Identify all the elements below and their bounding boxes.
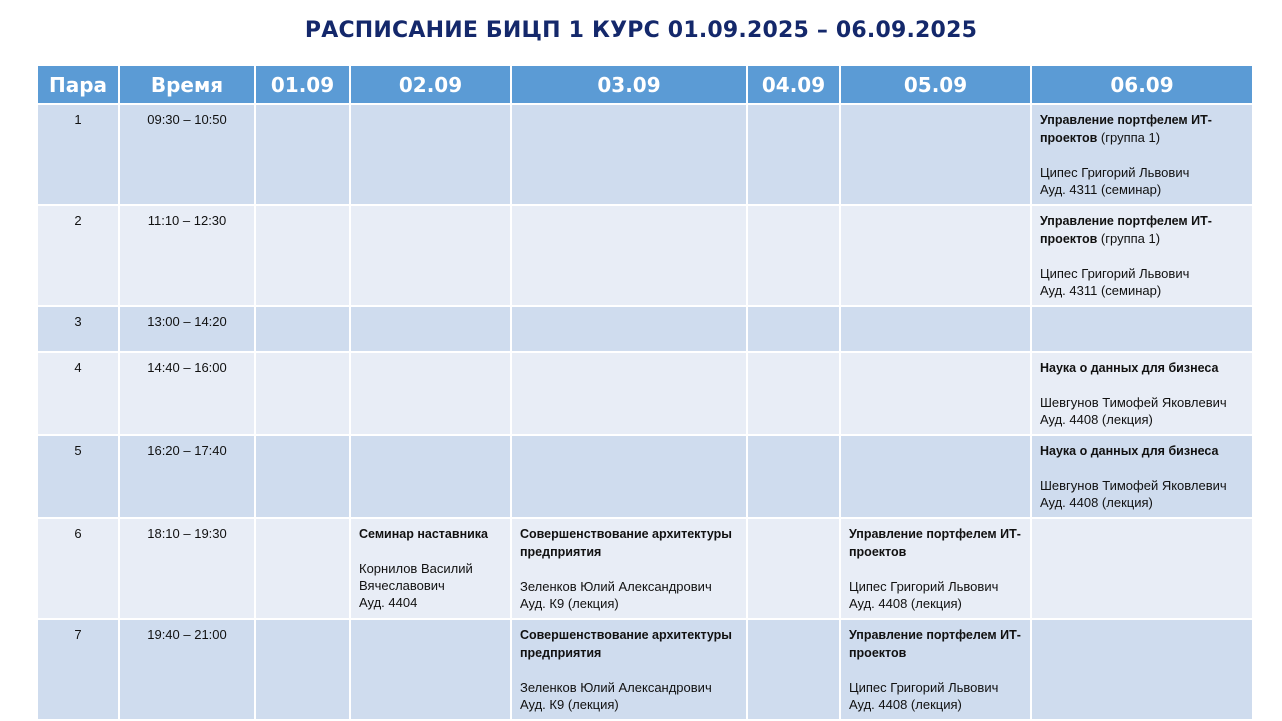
class-cell xyxy=(1031,205,1253,306)
empty-cell xyxy=(747,205,840,306)
class-teacher: Шевгунов Тимофей Яковлевич xyxy=(1040,395,1227,410)
class-cell xyxy=(1031,104,1253,205)
class-subject-line xyxy=(1040,111,1244,147)
empty-cell xyxy=(511,352,747,435)
empty-cell xyxy=(255,619,350,720)
pair-time: 13:00 – 14:20 xyxy=(119,306,255,352)
pair-time: 19:40 – 21:00 xyxy=(119,619,255,720)
class-group: (группа 1) xyxy=(1097,231,1161,246)
column-header-time: Время xyxy=(119,65,255,104)
class-room: Ауд. 4408 (лекция) xyxy=(849,596,962,611)
class-room: Ауд. 4311 (семинар) xyxy=(1040,283,1162,298)
header-row xyxy=(37,65,1253,104)
class-room: Ауд. 4408 (лекция) xyxy=(1040,495,1153,510)
class-subject: Управление портфелем ИТ-проектов xyxy=(849,527,1021,559)
column-header-para: Пара xyxy=(37,65,119,104)
empty-cell xyxy=(747,518,840,619)
pair-time: 09:30 – 10:50 xyxy=(119,104,255,205)
class-subject: Наука о данных для бизнеса xyxy=(1040,444,1219,458)
column-header-day: 06.09 xyxy=(1031,65,1253,104)
empty-cell xyxy=(747,306,840,352)
class-cell xyxy=(511,619,747,720)
empty-cell xyxy=(511,104,747,205)
class-teacher: Ципес Григорий Львович xyxy=(1040,165,1190,180)
class-room: Ауд. К9 (лекция) xyxy=(520,596,619,611)
spacer xyxy=(849,662,1022,679)
table-row xyxy=(37,435,1253,518)
class-subject: Наука о данных для бизнеса xyxy=(1040,361,1219,375)
spacer xyxy=(1040,248,1244,265)
column-header-day: 04.09 xyxy=(747,65,840,104)
class-subject: Совершенствование архитектуры предприятия xyxy=(520,628,732,660)
pair-number: 5 xyxy=(37,435,119,518)
spacer xyxy=(1040,147,1244,164)
pair-number: 4 xyxy=(37,352,119,435)
table-row xyxy=(37,518,1253,619)
empty-cell xyxy=(747,352,840,435)
class-room: Ауд. 4311 (семинар) xyxy=(1040,182,1162,197)
empty-cell xyxy=(1031,619,1253,720)
table-row xyxy=(37,352,1253,435)
spacer xyxy=(1040,377,1244,394)
pair-number: 3 xyxy=(37,306,119,352)
column-header-day: 01.09 xyxy=(255,65,350,104)
class-subject: Семинар наставника xyxy=(359,527,489,541)
empty-cell xyxy=(255,205,350,306)
class-subject-line xyxy=(849,525,1022,561)
class-group: (группа 1) xyxy=(1097,130,1161,145)
class-teacher: Зеленков Юлий Александрович xyxy=(520,680,712,695)
table-row xyxy=(37,306,1253,352)
schedule-table xyxy=(36,64,1254,721)
class-teacher: Корнилов Василий Вячеславович xyxy=(359,561,473,593)
empty-cell xyxy=(1031,518,1253,619)
empty-cell xyxy=(350,306,511,352)
empty-cell xyxy=(840,104,1031,205)
class-room: Ауд. 4408 (лекция) xyxy=(849,697,962,712)
spacer xyxy=(520,662,738,679)
class-cell xyxy=(1031,352,1253,435)
class-subject-line xyxy=(520,525,738,561)
pair-time: 14:40 – 16:00 xyxy=(119,352,255,435)
table-row xyxy=(37,619,1253,720)
empty-cell xyxy=(350,352,511,435)
class-subject-line xyxy=(1040,212,1244,248)
spacer xyxy=(520,561,738,578)
column-header-day: 03.09 xyxy=(511,65,747,104)
class-subject: Управление портфелем ИТ-проектов xyxy=(1040,113,1212,145)
empty-cell xyxy=(1031,306,1253,352)
empty-cell xyxy=(511,306,747,352)
class-subject-line xyxy=(359,525,502,543)
class-teacher: Ципес Григорий Львович xyxy=(1040,266,1190,281)
pair-number: 1 xyxy=(37,104,119,205)
class-cell xyxy=(1031,435,1253,518)
empty-cell xyxy=(350,619,511,720)
empty-cell xyxy=(747,104,840,205)
empty-cell xyxy=(255,306,350,352)
empty-cell xyxy=(350,205,511,306)
empty-cell xyxy=(255,352,350,435)
pair-number: 2 xyxy=(37,205,119,306)
class-cell xyxy=(840,518,1031,619)
pair-time: 16:20 – 17:40 xyxy=(119,435,255,518)
empty-cell xyxy=(350,435,511,518)
pair-number: 7 xyxy=(37,619,119,720)
class-cell xyxy=(350,518,511,619)
class-cell xyxy=(511,518,747,619)
spacer xyxy=(849,561,1022,578)
page-title: РАСПИСАНИЕ БИЦП 1 КУРС 01.09.2025 – 06.09.2025 xyxy=(304,18,978,43)
empty-cell xyxy=(511,205,747,306)
class-room: Ауд. 4408 (лекция) xyxy=(1040,412,1153,427)
class-subject-line xyxy=(1040,359,1244,377)
table-row xyxy=(37,104,1253,205)
empty-cell xyxy=(350,104,511,205)
spacer xyxy=(1040,460,1244,477)
pair-time: 18:10 – 19:30 xyxy=(119,518,255,619)
table-row xyxy=(37,205,1253,306)
class-subject: Управление портфелем ИТ-проектов xyxy=(1040,214,1212,246)
spacer xyxy=(359,543,502,560)
empty-cell xyxy=(255,435,350,518)
class-subject: Совершенствование архитектуры предприятия xyxy=(520,527,732,559)
empty-cell xyxy=(511,435,747,518)
class-subject-line xyxy=(520,626,738,662)
pair-time: 11:10 – 12:30 xyxy=(119,205,255,306)
column-header-day: 05.09 xyxy=(840,65,1031,104)
empty-cell xyxy=(840,306,1031,352)
class-room: Ауд. 4404 xyxy=(359,595,418,610)
class-teacher: Ципес Григорий Львович xyxy=(849,579,999,594)
class-subject-line xyxy=(849,626,1022,662)
class-teacher: Ципес Григорий Львович xyxy=(849,680,999,695)
pair-number: 6 xyxy=(37,518,119,619)
class-subject: Управление портфелем ИТ-проектов xyxy=(849,628,1021,660)
class-cell xyxy=(840,619,1031,720)
class-teacher: Шевгунов Тимофей Яковлевич xyxy=(1040,478,1227,493)
empty-cell xyxy=(255,104,350,205)
empty-cell xyxy=(840,205,1031,306)
class-room: Ауд. К9 (лекция) xyxy=(520,697,619,712)
column-header-day: 02.09 xyxy=(350,65,511,104)
class-subject-line xyxy=(1040,442,1244,460)
empty-cell xyxy=(840,435,1031,518)
empty-cell xyxy=(840,352,1031,435)
empty-cell xyxy=(747,619,840,720)
class-teacher: Зеленков Юлий Александрович xyxy=(520,579,712,594)
empty-cell xyxy=(747,435,840,518)
empty-cell xyxy=(255,518,350,619)
